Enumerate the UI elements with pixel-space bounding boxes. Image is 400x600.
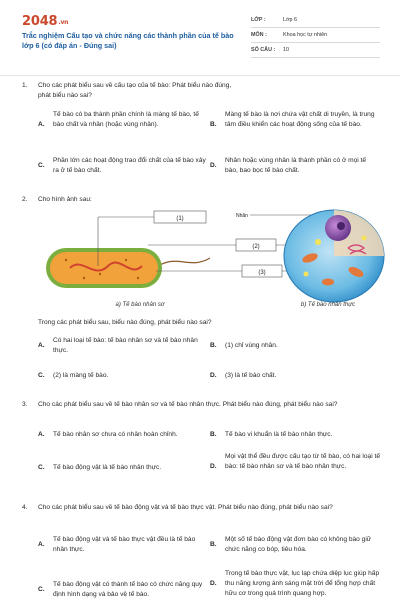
meta-key: SỐ CÂU : [251,47,276,53]
ribosome-dot [99,273,101,275]
meta-value: Khoa học tự nhiên [283,32,328,38]
cell-illustration [38,208,386,308]
nucleus-label-text: Nhân [236,213,248,219]
q2-option-a[interactable] [38,336,210,358]
header-divider [0,75,400,76]
caption-eukaryote: b) Tế bào nhân thực [300,302,356,308]
option-text: Một số tế bào động vật đơn bào có không bào giữ chức năng co bóp, tiêu hóa. [225,536,372,553]
question-3 [22,400,382,422]
option-letter: C. [38,162,45,169]
option-text: Có hai loại tế bào: tế bào nhân sơ và tế bào nhân thực. [53,337,198,354]
ribosome-dot [137,277,139,279]
question-1 [22,81,382,103]
question-stem: Cho hình ảnh sau: [38,196,92,203]
option-text: Tế bào có ba thành phần chính là màng tế bào, tế bào chất và nhân (hoặc vùng nhân). [53,111,199,128]
document-title: Trắc nghiệm Cấu tạo và chức năng các thành phần của tế bào lớp 6 (có đáp án - Đúng sai) [22,31,234,50]
label-2-text: (2) [252,244,260,250]
q1-option-c[interactable] [38,156,210,178]
question-number: 1. [22,82,28,89]
option-text: Tế bào động vật có thành tế bào có chức năng quy định hình dạng và bảo vệ tế bào. [53,581,203,598]
option-letter: A. [38,342,45,349]
option-letter: C. [38,372,45,379]
option-text: Trong tế bào thực vật, lục lạp chứa diệp lục giúp hấp thu năng lượng ánh sáng mặt trời để tổng hợp chất hữu cơ trong quá trình quang hợp. [225,570,380,597]
q1-option-b[interactable] [210,110,386,142]
option-text: Tế bào động vật và tế bào thực vật đều là tế bào nhân thực. [53,536,196,553]
vesicle [362,236,367,241]
q4-option-a[interactable] [38,535,210,557]
q3-option-a[interactable] [38,430,210,442]
option-text: (2) là màng tế bào. [53,372,109,379]
meta-key: MÔN : [251,32,267,38]
option-text: Tế bào vi khuẩn là tế bào nhân thực. [225,431,333,438]
question-2 [22,195,382,207]
question-number: 4. [22,504,28,511]
question-number: 2. [22,196,28,203]
option-text: (3) là tế bào chất. [225,372,277,379]
question-2-prompt [22,318,382,330]
eukaryote-cell [284,210,384,302]
ribosome-dot [65,259,67,261]
q3-option-c[interactable] [38,463,210,475]
q4-option-d[interactable] [210,569,386,600]
site-logo[interactable] [22,14,68,29]
option-letter: C. [38,586,45,593]
vesicle [304,272,309,277]
option-letter: D. [210,580,217,587]
meta-value: Lớp 6 [283,17,298,23]
option-letter: A. [38,541,45,548]
option-text: (1) chỉ vùng nhân. [225,342,278,349]
prokaryote-cell [46,248,210,288]
option-text: Phần lớn các hoạt động trao đổi chất của tế bào xảy ra ở tế bào chất. [53,157,206,174]
question-4 [22,503,382,525]
q3-option-d[interactable] [210,452,386,484]
bacterium-flagellum [158,258,210,266]
option-letter: D. [210,463,217,470]
meta-row-count [251,43,380,58]
q1-option-d[interactable] [210,156,386,178]
ribosome-dot [83,277,85,279]
option-text: Mọi vật thể đều được cấu tạo từ tế bào, có hai loại tế bào: tế bào nhân sơ và tế bào nhân thực. [225,453,381,470]
option-letter: D. [210,372,217,379]
option-text: Tế bào động vật là tế bào nhân thực. [53,464,162,471]
nucleolus [337,222,345,230]
meta-key: LỚP : [251,17,266,23]
option-letter: B. [210,342,217,349]
label-1-text: (1) [176,216,184,222]
mitochondrion [322,279,334,286]
question-prompt: Trong các phát biểu sau, biểu nào đúng, phát biểu nào sai? [38,319,212,326]
vesicle [315,239,321,245]
q4-option-b[interactable] [210,535,386,557]
q4-option-c[interactable] [38,580,210,600]
q3-option-b[interactable] [210,430,386,442]
option-text: Tế bào nhân sơ chưa có nhân hoàn chỉnh. [53,431,178,438]
option-letter: B. [210,541,217,548]
document-meta [251,13,380,58]
meta-row-subject [251,28,380,43]
logo-tld: .vn [58,19,69,26]
option-letter: C. [38,464,45,471]
option-text: Nhân hoặc vùng nhân là thành phần có ở mọi tế bào, bao bọc tế bào chất. [225,157,367,174]
q2-option-b[interactable] [210,341,386,353]
option-letter: A. [38,431,45,438]
logo-text: 2048 [22,14,58,29]
question-stem: Cho các phát biểu sau về tế bào động vật và tế bào thực vật. Phát biểu nào đúng, phát biểu nào sai? [38,504,333,511]
cell-figure [38,208,386,308]
page-header [0,0,400,74]
meta-value: 10 [283,47,289,53]
q1-option-a[interactable] [38,110,210,142]
question-number: 3. [22,401,28,408]
q2-option-c[interactable] [38,371,210,383]
question-stem: Cho các phát biểu sau về tế bào nhân sơ và tế bào nhân thực. Phát biểu nào đúng, phát biểu nào sai? [38,401,338,408]
caption-prokaryote: a) Tế bào nhân sơ [115,302,165,308]
option-letter: D. [210,162,217,169]
option-letter: B. [210,431,217,438]
question-stem: Cho các phát biểu sau về cấu tạo của tế bào: Phát biểu nào đúng, phát biểu nào sai? [38,82,232,99]
ribosome-dot [125,259,127,261]
option-letter: B. [210,121,217,128]
label-3-text: (3) [258,270,266,276]
q2-option-d[interactable] [210,371,386,383]
meta-row-grade [251,13,380,28]
option-text: Màng tế bào là nơi chứa vật chất di truyền, là trung tâm điều khiển các hoạt động sống của tế bào. [225,111,375,128]
option-letter: A. [38,121,45,128]
